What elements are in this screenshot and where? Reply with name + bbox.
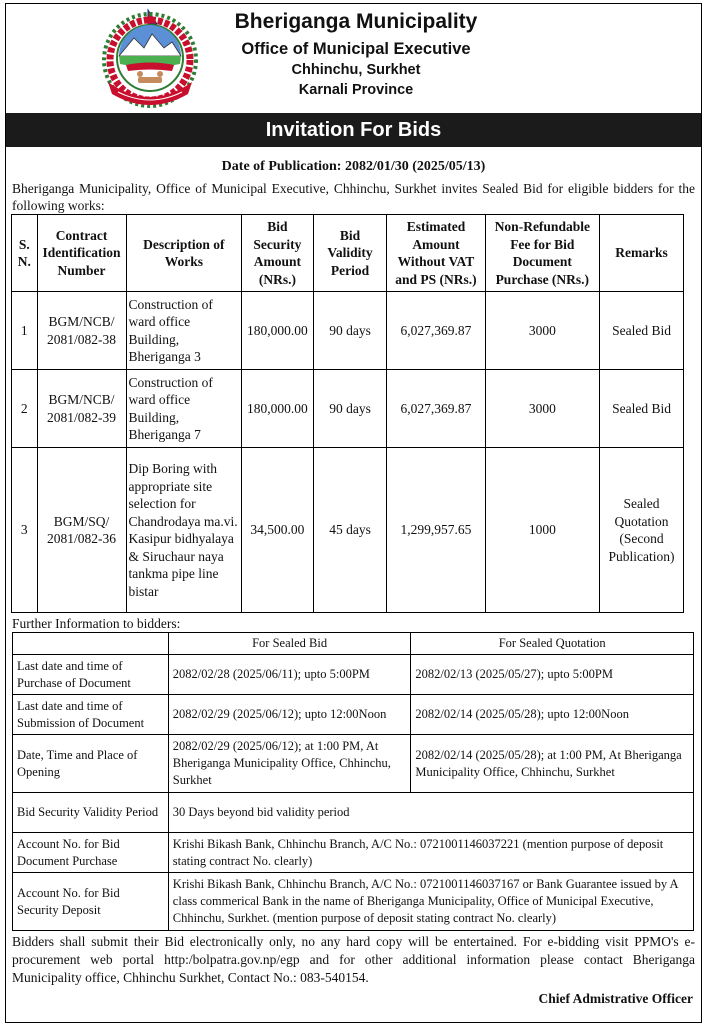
notice-page	[5, 3, 702, 1023]
table-cell: 180,000.00	[242, 292, 314, 370]
table-cell: 90 days	[313, 370, 387, 448]
office-name: Office of Municipal Executive	[241, 40, 471, 58]
info-value: Krishi Bikash Bank, Chhinchu Branch, A/C No.: 0721001146037167 or Bank Guarantee issued by A class commerical Bank in the name of Bheriganga Municipality, Office of Municipal Executive, Chhinchu, Surkhet. (mention purpose of deposit stating contract No. clearly)	[168, 873, 693, 931]
column-header: Bid Security Amount (NRs.)	[242, 215, 314, 292]
table-cell: Sealed Quotation (Second Publication)	[600, 448, 684, 613]
info-value: 2082/02/28 (2025/06/11); upto 5:00PM	[168, 655, 411, 695]
table-cell: 6,027,369.87	[387, 370, 485, 448]
further-info-label: Further Information to bidders:	[12, 616, 181, 631]
column-header: Description of Works	[126, 215, 242, 292]
column-header: Estimated Amount Without VAT and PS (NRs.)	[387, 215, 485, 292]
sealed-bid-header: For Sealed Bid	[168, 633, 411, 655]
intro-paragraph: Bheriganga Municipality, Office of Municipal Executive, Chhinchu, Surkhet invites Sealed Bid for eligible bidders for the following works:	[12, 181, 695, 213]
table-row	[12, 292, 684, 370]
table-cell: 3000	[485, 292, 600, 370]
table-cell: 3000	[485, 370, 600, 448]
info-label: Account No. for Bid Security Deposit	[13, 873, 169, 931]
table-cell: BGM/NCB/ 2081/082-39	[37, 370, 126, 448]
table-cell: 1000	[485, 448, 600, 613]
info-label: Date, Time and Place of Opening	[13, 735, 169, 793]
province-name: Karnali Province	[298, 82, 414, 98]
table-cell: 3	[12, 448, 38, 613]
notice-header	[6, 4, 701, 113]
column-header: Bid Validity Period	[313, 215, 387, 292]
info-table	[12, 632, 694, 931]
column-header: S. N.	[12, 215, 38, 292]
info-row-account-security	[13, 873, 694, 931]
info-header-row	[13, 633, 694, 655]
info-row-validity	[13, 793, 694, 833]
info-value: 2082/02/29 (2025/06/12); upto 12:00Noon	[168, 695, 411, 735]
info-row-opening	[13, 735, 694, 793]
info-value: 2082/02/14 (2025/05/28); at 1:00 PM, At Bheriganga Municipality Office, Chhinchu, Surkhet	[411, 735, 694, 793]
table-cell: Sealed Bid	[600, 292, 684, 370]
table-cell: 45 days	[313, 448, 387, 613]
signature-line: Chief Admistrative Officer	[538, 991, 693, 1006]
publication-date: Date of Publication: 2082/01/30 (2025/05/13)	[221, 159, 486, 174]
info-corner-cell	[13, 633, 169, 655]
table-cell: 6,027,369.87	[387, 292, 485, 370]
table-cell: 1,299,957.65	[387, 448, 485, 613]
table-cell: 34,500.00	[242, 448, 314, 613]
info-label: Last date and time of Purchase of Document	[13, 655, 169, 695]
column-header: Contract Identification Number	[37, 215, 126, 292]
info-row-account-purchase	[13, 833, 694, 873]
table-cell: 1	[12, 292, 38, 370]
table-cell: Sealed Bid	[600, 370, 684, 448]
table-cell: Construction of ward office Building, Bheriganga 3	[126, 292, 242, 370]
info-row-purchase	[13, 655, 694, 695]
info-label: Bid Security Validity Period	[13, 793, 169, 833]
table-cell: 180,000.00	[242, 370, 314, 448]
info-value: 30 Days beyond bid validity period	[168, 793, 693, 833]
notice-banner: Invitation For Bids	[6, 113, 701, 147]
info-label: Account No. for Bid Document Purchase	[13, 833, 169, 873]
bid-table	[11, 214, 684, 613]
info-value: 2082/02/13 (2025/05/27); upto 5:00PM	[411, 655, 694, 695]
municipality-title: Bheriganga Municipality	[234, 10, 478, 33]
info-label: Last date and time of Submission of Document	[13, 695, 169, 735]
table-cell: BGM/SQ/ 2081/082-36	[37, 448, 126, 613]
info-row-submission	[13, 695, 694, 735]
column-header: Remarks	[600, 215, 684, 292]
table-cell: Construction of ward office Building, Bheriganga 7	[126, 370, 242, 448]
sealed-quotation-header: For Sealed Quotation	[411, 633, 694, 655]
info-value: 2082/02/14 (2025/05/28); upto 12:00Noon	[411, 695, 694, 735]
office-location: Chhinchu, Surkhet	[291, 62, 421, 78]
bid-table-header-row	[12, 215, 684, 292]
table-cell: Dip Boring with appropriate site selection for Chandrodaya ma.vi. Kasipur bidhyalaya & Siruchaur naya tankma pipe line bistar	[126, 448, 242, 613]
table-row	[12, 448, 684, 613]
header-text	[176, 10, 536, 100]
info-value: 2082/02/29 (2025/06/12); at 1:00 PM, At Bheriganga Municipality Office, Chhinchu, Surkhet	[168, 735, 411, 793]
table-row	[12, 370, 684, 448]
table-cell: BGM/NCB/ 2081/082-38	[37, 292, 126, 370]
table-cell: 2	[12, 370, 38, 448]
info-value: Krishi Bikash Bank, Chhinchu Branch, A/C No.: 0721001146037221 (mention purpose of deposit stating contract No. clearly)	[168, 833, 693, 873]
column-header: Non-Refundable Fee for Bid Document Purchase (NRs.)	[485, 215, 600, 292]
table-cell: 90 days	[313, 292, 387, 370]
footer-paragraph: Bidders shall submit their Bid electronically only, no any hard copy will be entertained. For e-bidding visit PPMO's e-procurement web portal http:/bolpatra.gov.np/egp and for other additional information please contact Bheriganga Municipality office, Chhinchu Surkhet, Contact No.: 083-540154.	[12, 934, 695, 985]
